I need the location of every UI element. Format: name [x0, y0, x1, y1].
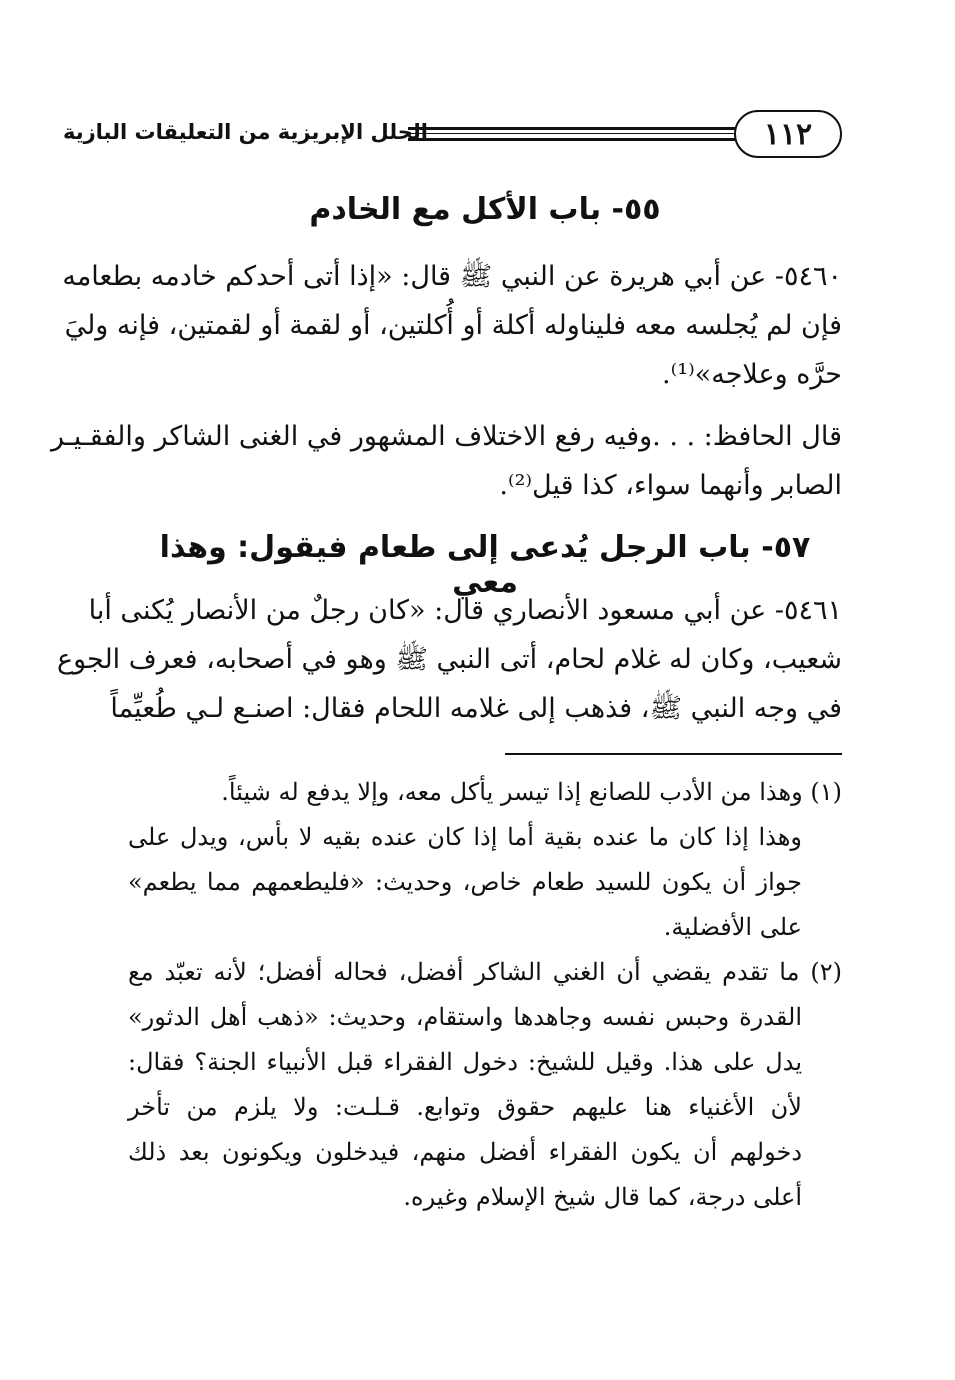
- footnote-line: دخولهم أن يكون الفقراء أفضل منهم، فيدخلون ويكونون بعد ذلك: [128, 1138, 802, 1166]
- footnotes: [128, 770, 842, 1220]
- footnote-line: القدرة وحبس نفسه وجاهدها واستقام، وحديث: «ذهب أهل الدثور»: [128, 1003, 802, 1031]
- text-line: قال الحافظ: . . .وفيه رفع الاختلاف المشهور في الغنى الشاكر والفقـيـر: [50, 421, 842, 452]
- footnote-line: لأن الأغنياء هنا عليهم حقوق وتوابع. قـلـت: ولا يلزم من تأخر: [128, 1093, 802, 1121]
- text-line: ٥٤٦٠- عن أبي هريرة عن النبي ﷺ قال: «إذا أتى أحدكم خادمه بطعامه: [62, 261, 842, 292]
- footnote-line: وهذا إذا كان ما عنده بقية أما إذا كان عنده بقيه لا بأس، ويدل على: [128, 823, 802, 851]
- header-rule: [408, 127, 736, 141]
- page-number: ١١٢: [734, 110, 842, 158]
- footnote-line: يدل على هذا. وقيل للشيخ: دخول الفقراء قبل الأنبياء الجنة؟ فقال:: [128, 1048, 802, 1076]
- footnote-separator: [505, 753, 842, 755]
- text-line: فإن لم يُجلسه معه فليناوله أكلة أو أُكلتين، أو لقمة أو لقمتين، فإنه وليَ: [64, 310, 842, 341]
- text-line: الصابر وأنهما سواء، كذا قيل⁽²⁾.: [499, 470, 842, 501]
- hadith-paragraph: [56, 586, 842, 733]
- text-line: حرَّه وعلاجه»⁽¹⁾.: [662, 359, 842, 390]
- chapter-heading: ٥٧- باب الرجل يُدعى إلى طعام فيقول: وهذا معي: [159, 530, 811, 600]
- footnote-line: على الأفضلية.: [663, 913, 802, 941]
- text-line: في وجه النبي ﷺ، فذهب إلى غلامه اللحام فقال: اصنـع لـي طُعيِّماً: [110, 693, 842, 724]
- footnote-line: (١) وهذا من الأدب للصانع إذا تيسر يأكل معه، وإلا يدفع له شيئاً.: [221, 778, 842, 806]
- hadith-paragraph: [62, 252, 842, 399]
- text-line: ٥٤٦١- عن أبي مسعود الأنصاري قال: «كان رجلٌ من الأنصار يُكنى أبا: [88, 595, 842, 626]
- chapter-heading: ٥٥- باب الأكل مع الخادم: [309, 192, 661, 227]
- footnote-line: جواز أن يكون للسيد طعام خاص، وحديث: «فليطعمهم مما يطعم»: [128, 868, 802, 896]
- footnote-line: أعلى درجة، كما قال شيخ الإسلام وغيره.: [403, 1183, 802, 1211]
- footnote-line: (٢) ما تقدم يقضي أن الغني الشاكر أفضل، فحاله أفضل؛ لأنه تعبّد مع: [128, 958, 842, 986]
- page-header: [62, 110, 842, 160]
- commentary-paragraph: [50, 412, 842, 510]
- running-title: الحلل الإبريزية من التعليقات البازية: [62, 120, 428, 144]
- text-line: شعيب، وكان له غلام لحام، أتى النبي ﷺ وهو في أصحابه، فعرف الجوع: [56, 644, 842, 675]
